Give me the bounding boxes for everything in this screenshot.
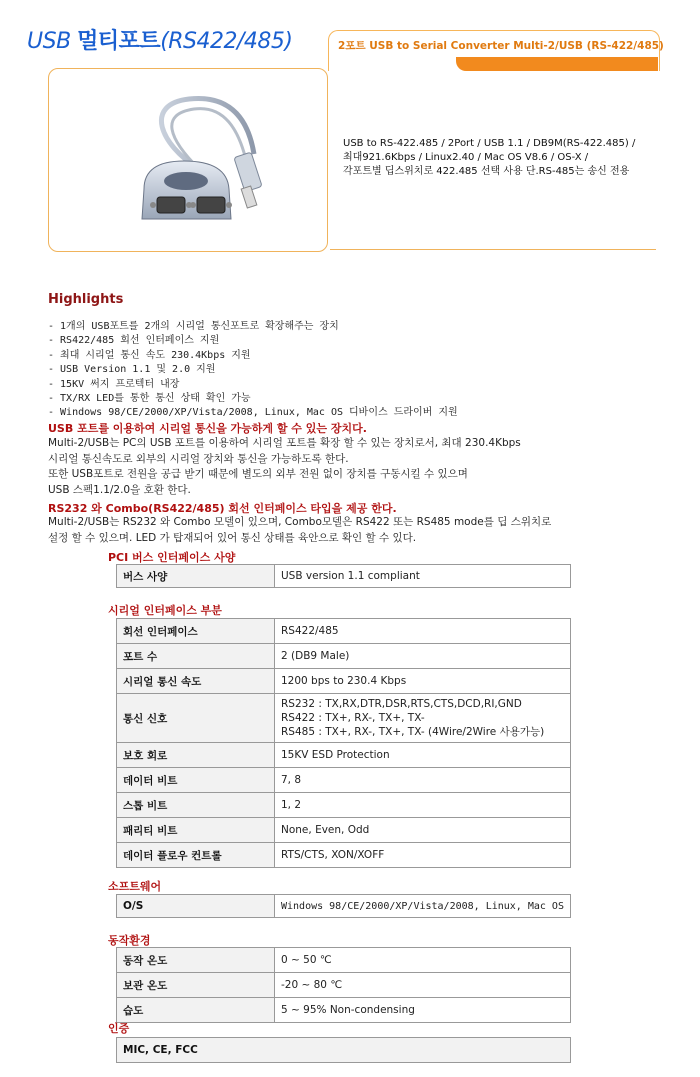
section1-body — [48, 436, 521, 498]
spec-value: 2 (DB9 Male) — [275, 644, 571, 669]
product-desc-line: USB to RS-422.485 / 2Port / USB 1.1 / DB9M(RS-422.485) / — [343, 138, 636, 149]
certification-value: MIC, CE, FCC — [117, 1038, 571, 1063]
spec-value: RS422/485 — [275, 619, 571, 644]
spec-value: 7, 8 — [275, 768, 571, 793]
table-row — [117, 669, 571, 694]
list-item: - 15KV 써지 프로텍터 내장 — [48, 378, 180, 390]
table-row — [117, 973, 571, 998]
spec-key: 동작 온도 — [117, 948, 275, 973]
product-desc-line: 각포트별 딥스위치로 422.485 선택 사용 단.RS-485는 송신 전용 — [343, 166, 630, 177]
signal-line: RS422 : TX+, RX-, TX+, TX- — [281, 712, 425, 724]
spec-value: None, Even, Odd — [275, 818, 571, 843]
highlights-title: Highlights — [48, 292, 124, 307]
paragraph-line: 설정 할 수 있으며. LED 가 탑재되어 있어 통신 상태를 육안으로 확인 할 수 있다. — [48, 531, 417, 544]
spec-value: 5 ~ 95% Non-condensing — [275, 998, 571, 1023]
list-item: - RS422/485 회선 인터페이스 지원 — [48, 335, 220, 347]
spec-key: 버스 사양 — [117, 565, 275, 588]
table-row — [117, 998, 571, 1023]
table-row — [117, 565, 571, 588]
spec-key: 보관 온도 — [117, 973, 275, 998]
spec-key: 보호 회로 — [117, 743, 275, 768]
spec-key: O/S — [117, 895, 275, 918]
list-item: - 1개의 USB포트를 2개의 시리얼 통신포트로 확장해주는 장치 — [48, 321, 339, 332]
table-row — [117, 644, 571, 669]
paragraph-line: 또한 USB포트로 전원을 공급 받기 때문에 별도의 외부 전원 없이 장치를 구동시킬 수 있으며 — [48, 468, 468, 480]
list-item: - USB Version 1.1 및 2.0 지원 — [48, 364, 216, 376]
spec-key: 포트 수 — [117, 644, 275, 669]
page-title — [27, 24, 293, 55]
certification-section-title: 인증 — [108, 1022, 130, 1035]
paragraph-line: USB 스펙1.1/2.0을 호환 한다. — [48, 483, 191, 496]
signal-line: RS232 : TX,RX,DTR,DSR,RTS,CTS,DCD,RI,GND — [281, 698, 522, 710]
spec-value: -20 ~ 80 ℃ — [275, 973, 571, 998]
title-latin: USB — [27, 29, 71, 54]
spec-key: 패리티 비트 — [117, 818, 275, 843]
table-row — [117, 619, 571, 644]
serial-spec-table — [116, 618, 571, 868]
product-photo — [49, 69, 327, 251]
title-model: (RS422/485) — [160, 29, 293, 54]
spec-key: 습도 — [117, 998, 275, 1023]
spec-key: 스톱 비트 — [117, 793, 275, 818]
highlights-list — [48, 320, 458, 421]
spec-value: RTS/CTS, XON/XOFF — [275, 843, 571, 868]
table-row — [117, 895, 571, 918]
product-description — [343, 137, 683, 179]
table-row — [117, 743, 571, 768]
table-row — [117, 793, 571, 818]
pci-spec-table — [116, 564, 571, 588]
spec-value: 0 ~ 50 ℃ — [275, 948, 571, 973]
paragraph-line: Multi-2/USB는 RS232 와 Combo 모델이 있으며, Combo모델은 RS422 또는 RS485 mode를 딥 스위치로 — [48, 516, 552, 528]
table-row — [117, 768, 571, 793]
title-korean: 멀티포트 — [77, 29, 161, 54]
spec-key: 통신 신호 — [117, 694, 275, 743]
spec-value: 1200 bps to 230.4 Kbps — [275, 669, 571, 694]
section2-body — [48, 515, 551, 546]
spec-key: 데이터 플로우 컨트롤 — [117, 843, 275, 868]
table-row — [117, 843, 571, 868]
pci-section-title: PCI 버스 인터페이스 사양 — [108, 551, 236, 564]
list-item: - Windows 98/CE/2000/XP/Vista/2008, Linux, Mac OS 디바이스 드라이버 지원 — [48, 407, 458, 419]
product-photo-frame — [48, 68, 328, 252]
product-subtitle: 2포트 USB to Serial Converter Multi-2/USB (RS-422/485) — [338, 40, 664, 52]
certification-table — [116, 1037, 571, 1063]
section2-heading: RS232 와 Combo(RS422/485) 회선 인터페이스 타입을 제공 한다. — [48, 502, 397, 515]
spec-key: 회선 인터페이스 — [117, 619, 275, 644]
software-spec-table — [116, 894, 571, 918]
spec-key: 시리얼 통신 속도 — [117, 669, 275, 694]
divider-line — [330, 249, 656, 250]
table-row — [117, 1038, 571, 1063]
software-section-title: 소프트웨어 — [108, 880, 162, 893]
spec-value — [275, 694, 571, 743]
spec-value: 1, 2 — [275, 793, 571, 818]
spec-value: Windows 98/CE/2000/XP/Vista/2008, Linux, Mac OS — [275, 895, 571, 918]
spec-value: 15KV ESD Protection — [275, 743, 571, 768]
paragraph-line: Multi-2/USB는 PC의 USB 포트를 이용하여 시리얼 포트를 확장 할 수 있는 장치로서, 최대 230.4Kbps — [48, 437, 521, 449]
table-row — [117, 948, 571, 973]
table-row — [117, 694, 571, 743]
signal-line: RS485 : TX+, RX-, TX+, TX- (4Wire/2Wire 사용가능) — [281, 726, 545, 738]
paragraph-line: 시리얼 통신속도로 외부의 시리얼 장치와 통신을 가능하도록 한다. — [48, 452, 349, 465]
list-item: - 최대 시리얼 통신 속도 230.4Kbps 지원 — [48, 349, 251, 361]
product-desc-line: 최대921.6Kbps / Linux2.40 / Mac OS V8.6 / OS-X / — [343, 152, 589, 163]
subtitle-accent-bar — [456, 57, 658, 71]
environment-section-title: 동작환경 — [108, 934, 151, 947]
section1-heading: USB 포트를 이용하여 시리얼 통신을 가능하게 할 수 있는 장치다. — [48, 422, 367, 435]
spec-value: USB version 1.1 compliant — [275, 565, 571, 588]
spec-key: 데이터 비트 — [117, 768, 275, 793]
table-row — [117, 818, 571, 843]
serial-section-title: 시리얼 인터페이스 부분 — [108, 604, 222, 617]
environment-spec-table — [116, 947, 571, 1023]
list-item: - TX/RX LED를 통한 통신 상태 확인 가능 — [48, 393, 251, 405]
